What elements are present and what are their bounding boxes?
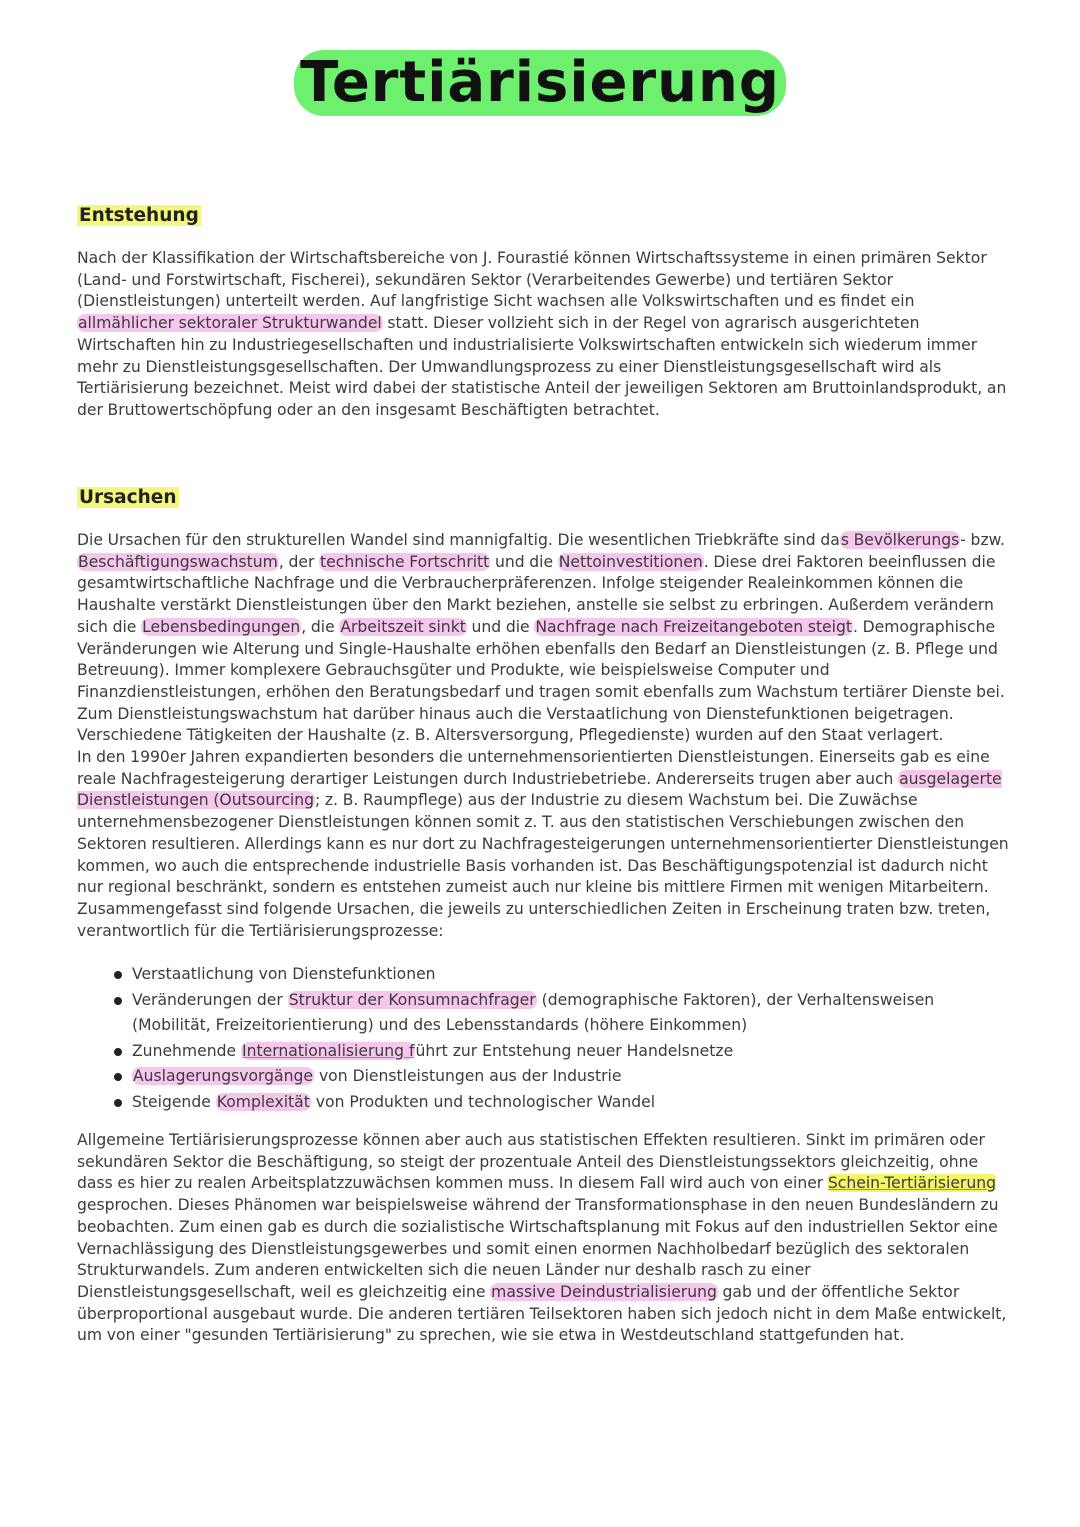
highlight-bevoelkerungs: s Bevölkerungs <box>840 531 960 549</box>
text-run: Nach der Klassifikation der Wirtschaftsbereiche von J. Fourastié können Wirtschaftssysteme in einen primären Sektor (Land- und Forstwirtschaft, Fischerei), sekundären Sektor (Verarbeitendes Gewerbe) und tertiären Sektor (Dienstleistungen) unterteilt werden. Auf langfristige Sicht wachsen alle Volkswirtschaften und es findet ein <box>77 249 987 311</box>
text-run: - bzw. <box>960 531 1005 549</box>
text-run: , der <box>278 552 320 571</box>
text-run: statt. Dieser vollzieht sich in der Regel von agrarisch ausgerichteten Wirtschaften hin zu Industriegesellschaften und industrialisierte Volkswirtschaften entwickeln sich wiederum immer mehr zu Dienstleistungsgesellschaften. Der Umwandlungsprozess zu einer Dienstleistungsgesellschaft wird als Tertiärisierung bezeichnet. Meist wird dabei der statistische Anteil der jeweiligen Sektoren am Bruttoinlandsprodukt, an der Bruttowertschöpfung oder an den insgesamt Beschäftigten betrachtet. <box>77 314 1007 419</box>
causes-list <box>110 962 1010 1116</box>
highlight-konsumnachfrager: Struktur der Konsumnachfrager <box>288 990 536 1009</box>
paragraph-ursachen-1 <box>77 530 1012 747</box>
list-item <box>110 962 1010 988</box>
text-run: . Demographische Veränderungen wie Alterung und Single-Haushalte erhöhen ebenfalls den Bedarf an Dienstleistungen (z. B. Pflege und Betreuung). Immer komplexere Gebrauchsgüter und Produkte, wie beispielsweise Computer und Finanzdienstleistungen, erhöhen den Beratungsbedarf und tragen somit ebenfalls zum Wachstum tertiärer Dienste bei. Zum Dienstleistungswachstum hat darüber hinaus auch die Verstaatlichung von Dienstefunktionen beigetragen. Verschiedene Tätigkeiten der Haushalte (z. B. Altersversorgung, Pflegedienste) wurden auf den Staat verlagert. <box>77 617 1005 745</box>
highlight-freizeitangebote: Nachfrage nach Freizeitangeboten steigt <box>535 617 852 636</box>
list-item <box>110 1090 1010 1116</box>
highlight-lebensbedingungen: Lebensbedingungen <box>142 617 301 636</box>
text-run: ührt zur Entstehung neuer Handelsnetze <box>415 1041 734 1060</box>
text-run: (demographische Faktoren), der Verhaltensweisen (Mobilität, Freizeitorientierung) und des Lebensstandards (höhere Einkommen) <box>132 990 935 1035</box>
text-run: ; z. B. Raumpflege) aus der Industrie zu diesem Wachstum bei. Die Zuwächse unternehmensbezogener Dienstleistungen können somit z. T. aus den statistischen Verschiebungen zwischen den Sektoren resultieren. Allerdings kann es nur dort zu Nachfragesteigerungen unternehmensorientierter Dienstleistungen kommen, wo auch die entsprechende industrielle Basis vorhanden ist. Das Beschäftigungspotenzial ist dadurch nicht nur regional beschränkt, sondern es entstehen zumeist auch nur kleine bis mittlere Firmen mit wenigen Mitarbeitern. Zusammengefasst sind folgende Ursachen, die jeweils zu unterschiedlichen Zeiten in Erscheinung traten bzw. treten, verantwortlich für die Tertiärisierungsprozesse: <box>77 791 1009 940</box>
page-title: Tertiärisierung <box>294 50 786 116</box>
text-run: Allgemeine Tertiärisierungsprozesse können aber auch aus statistischen Effekten resultieren. Sinkt im primären oder sekundären Sektor die Beschäftigung, so steigt der prozentuale Anteil des Dienstleistungssektors gleichzeitig, ohne dass es hier zu realen Arbeitsplatzzuwächsen kommen muss. In diesem Fall wird auch von einer <box>77 1131 985 1193</box>
highlight-strukturwandel: allmählicher sektoraler Strukturwandel <box>78 314 382 333</box>
text-run: gab und der öffentliche Sektor überproportional ausgebaut wurde. Die anderen tertiären Teilsektoren haben sich jedoch nicht in dem Maße entwickelt, um von einer "gesunden Tertiärisierung" zu sprechen, wie sie etwa in Westdeutschland stattgefunden hat. <box>77 1282 1007 1345</box>
text-run: Steigende <box>132 1092 216 1111</box>
section-heading-entstehung <box>77 204 201 228</box>
list-item <box>110 988 1010 1039</box>
highlight-schein-tertiaerisierung: Schein-Tertiärisierung <box>827 1174 996 1193</box>
text-run: Veränderungen der <box>132 990 288 1009</box>
paragraph-ursachen-3 <box>77 1130 1012 1347</box>
text-run: gesprochen. Dieses Phänomen war beispielsweise während der Transformationsphase in den neuen Bundesländern zu beobachten. Zum einen gab es durch die sozialistische Wirtschaftsplanung mit Fokus auf den industriellen Sektor eine Vernachlässigung des Dienstleistungsgewerbes und somit einen enormen Nachholbedarf bezüglich des sektoralen Strukturwandels. Zum anderen entwickelten sich die neuen Länder nur deshalb rasch zu einer Dienstleistungsgesellschaft, weil es gleichzeitig eine <box>77 1196 999 1301</box>
section-heading-text: Entstehung <box>79 205 199 226</box>
paragraph-entstehung <box>77 248 1012 422</box>
text-run: In den 1990er Jahren expandierten besonders die unternehmensorientierten Dienstleistungen. Einerseits gab es eine reale Nachfragesteigerung derartiger Leistungen durch Industriebetriebe. Andererseits trugen aber auch <box>77 748 990 788</box>
highlight-komplexitaet: Komplexität <box>216 1092 310 1111</box>
highlight-arbeitszeit: Arbeitszeit sinkt <box>340 617 466 636</box>
text-run: und die <box>490 552 558 571</box>
highlight-deindustrialisierung: massive Deindustrialisierung <box>491 1282 717 1301</box>
list-item <box>110 1064 1010 1090</box>
highlight-auslagerungsvorgaenge: Auslagerungsvorgänge <box>133 1067 313 1086</box>
section-heading-text: Ursachen <box>79 487 177 508</box>
text-run: und die <box>466 617 535 636</box>
list-item <box>110 1039 1010 1065</box>
highlight-internationalisierung: Internationalisierung f <box>242 1041 415 1060</box>
paragraph-ursachen-2 <box>77 747 1012 942</box>
text-run: Die Ursachen für den strukturellen Wandel sind mannigfaltig. Die wesentlichen Triebkräfte sind da <box>77 531 840 549</box>
text-run: von Dienstleistungen aus der Industrie <box>314 1067 622 1086</box>
title-wrap <box>0 50 1080 116</box>
text-run: , die <box>301 617 340 636</box>
highlight-outsourcing: ausgelagerte Dienstleistungen (Outsourcing <box>77 769 1002 810</box>
text-run: . Diese drei Faktoren beeinflussen die gesamtwirtschaftliche Nachfrage und die Verbraucherpräferenzen. Infolge steigender Realeinkommen können die Haushalte verstärkt Dienstleistungen über den Markt beziehen, anstelle sie selbst zu erbringen. Außerdem verändern sich die <box>77 552 996 636</box>
text-run: Zunehmende <box>132 1041 242 1060</box>
section-heading-ursachen <box>77 486 179 510</box>
text-run: Verstaatlichung von Dienstefunktionen <box>132 965 436 983</box>
highlight-technischer-fortschritt: technische Fortschritt <box>320 552 490 571</box>
highlight-nettoinvestitionen: Nettoinvestitionen <box>558 552 703 571</box>
text-run: von Produkten und technologischer Wandel <box>310 1092 656 1111</box>
highlight-beschaeftigungswachstum: Beschäftigungswachstum <box>78 552 278 571</box>
